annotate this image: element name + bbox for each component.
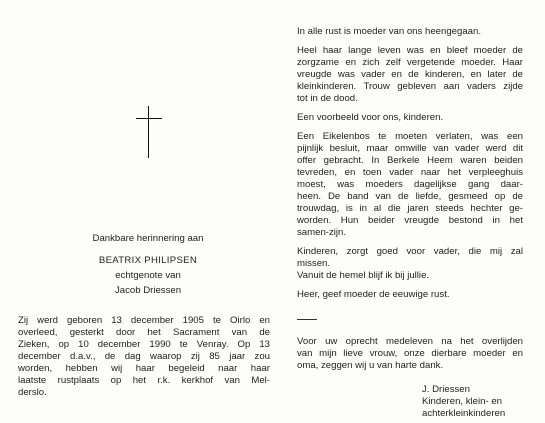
signature-block — [422, 384, 523, 420]
signature-line: Kinderen, klein- en — [422, 396, 502, 407]
story-paragraph — [297, 131, 523, 239]
text-line: Een Eikelenbos te moeten verlaten, was een — [297, 131, 523, 142]
text-line: Vanuit de hemel blijf ik bij jullie. — [297, 270, 430, 281]
remembrance-heading: Dankbare herinnering aan — [92, 233, 204, 244]
tribute-paragraph — [297, 45, 523, 105]
deceased-name: BEATRIX PHILIPSEN — [98, 255, 198, 266]
text-line: offer gebracht. In Berkele Heem waren beiden — [297, 155, 523, 166]
cross-vertical — [148, 106, 149, 158]
text-line: Zij werd geboren 13 december 1905 te Oirlo en — [18, 315, 270, 326]
spouse-name: Jacob Driessen — [114, 285, 182, 296]
text-line: pijnlijk besluit, maar omwille van vader werd dit — [297, 143, 523, 154]
text-line: Een voorbeeld voor ons, kinderen. — [297, 112, 444, 123]
signature-line: J. Driessen — [422, 384, 470, 395]
signature-line: achterkleinkinderen — [422, 408, 506, 419]
text-line: oma, zeggen wij u van harte dank. — [297, 360, 444, 371]
text-line: Zieken, op 10 december 1990 te Venray. Op 13 — [18, 339, 270, 350]
text-line: worden, hebben wij haar begeleid naar haar — [18, 363, 270, 374]
text-line: missen. — [297, 258, 331, 269]
text-line: heen. De band van de liefde, gesmeed op de — [297, 191, 523, 202]
text-line: derslo. — [18, 387, 47, 398]
right-column — [297, 26, 523, 420]
text-line: tot in de dood. — [297, 93, 358, 104]
text-line: In alle rust is moeder van ons heengegaan. — [297, 26, 482, 37]
thanks-paragraph — [297, 336, 523, 372]
text-line: vreugde was vader en de kinderen, en later de — [297, 69, 523, 80]
cross-horizontal — [136, 118, 162, 119]
text-line: kleinkinderen. Trouw gebleven aan vaders zijde — [297, 81, 523, 92]
text-line: laatste rustplaats op het r.k. kerkhof van Mel- — [18, 375, 270, 386]
biography-paragraph — [18, 315, 270, 399]
divider — [297, 319, 317, 320]
example-line — [297, 112, 523, 124]
text-line: Kinderen, zorgt goed voor vader, die mij zal — [297, 246, 523, 257]
text-line: trouwdag, is in al die jaren steeds hechter ge- — [297, 203, 523, 214]
text-line: overleed, gesterkt door het Sacrament van de — [18, 327, 270, 338]
text-line: tevreden, en toen vader naar het verpleeghuis — [297, 167, 523, 178]
opening-line — [297, 26, 523, 38]
cross-icon — [146, 106, 151, 158]
text-line: Voor uw oprecht medeleven na het overlijden — [297, 336, 523, 347]
text-line: Heer, geef moeder de eeuwige rust. — [297, 289, 450, 300]
text-line: zorgzame en zich zelf vergetende moeder. Haar — [297, 57, 523, 68]
text-line: december d.a.v., de dag waarop zij 85 jaar zou — [18, 351, 270, 362]
text-line: van mijn lieve vrouw, onze dierbare moeder en — [297, 348, 523, 359]
message-paragraph — [297, 246, 523, 282]
text-line: samen-zijn. — [297, 227, 347, 238]
spouse-label: echtgenote van — [115, 270, 181, 281]
text-line: moest, was moeders dagelijkse gang daar- — [297, 179, 523, 190]
prayer-line — [297, 289, 523, 301]
text-line: Heel haar lange leven was en bleef moeder de — [297, 45, 523, 56]
text-line: worden. Hun beider vreugde bestond in het — [297, 215, 523, 226]
